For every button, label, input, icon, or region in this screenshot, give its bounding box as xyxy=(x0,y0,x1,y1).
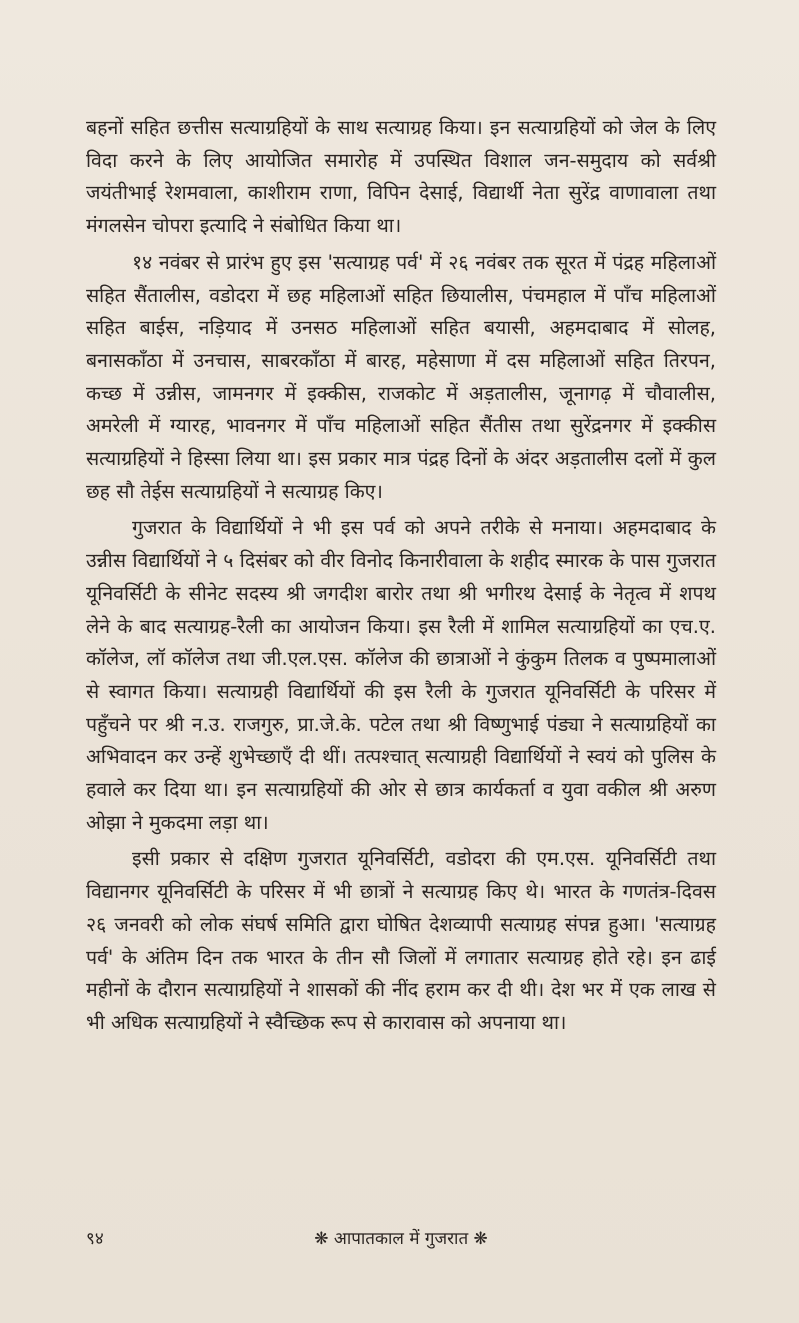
paragraph-universities: इसी प्रकार से दक्षिण गुजरात यूनिवर्सिटी, वडोदरा की एम.एस. यूनिवर्सिटी तथा विद्यानगर यूनिवर्सिटी के परिसर में भी छात्रों ने सत्याग्रह किए थे। भारत के गणतंत्र-दिवस २६ जनवरी को लोक संघर्ष समिति द्वारा घोषित देशव्यापी सत्याग्रह संपन्न हुआ। 'सत्याग्रह पर्व' के अंतिम दिन तक भारत के तीन सौ जिलों में लगातार सत्याग्रह होते रहे। इन ढाई महीनों के दौरान सत्याग्रहियों ने शासकों की नींद हराम कर दी थी। देश भर में एक लाख से भी अधिक सत्याग्रहियों ने स्वैच्छिक रूप से कारावास को अपनाया था। xyxy=(86,847,716,1034)
body-text xyxy=(86,112,716,1040)
paragraph-students: गुजरात के विद्यार्थियों ने भी इस पर्व को अपने तरीके से मनाया। अहमदाबाद के उन्नीस विद्यार्थियों ने ५ दिसंबर को वीर विनोद किनारीवाला के शहीद स्मारक के पास गुजरात यूनिवर्सिटी के सीनेट सदस्य श्री जगदीश बारोर तथा श्री भगीरथ देसाई के नेतृत्व में शपथ लेने के बाद सत्याग्रह-रैली का आयोजन किया। इस रैली में शामिल सत्याग्रहियों का एच.ए. कॉलेज, लॉ कॉलेज तथा जी.एल.एस. कॉलेज की छात्राओं ने कुंकुम तिलक व पुष्पमालाओं से स्वागत किया। सत्याग्रही विद्यार्थियों की इस रैली के गुजरात यूनिवर्सिटी के परिसर में पहुँचने पर श्री न.उ. राजगुरु, प्रा.जे.के. पटेल तथा श्री विष्णुभाई पंड्या ने सत्याग्रहियों का अभिवादन कर उन्हें शुभेच्छाएँ दी थीं। तत्पश्चात् सत्याग्रही विद्यार्थियों ने स्वयं को पुलिस के हवाले कर दिया था। इन सत्याग्रहियों की ओर से छात्र कार्यकर्ता व युवा वकील श्री अरुण ओझा ने मुकदमा लड़ा था। xyxy=(86,516,716,834)
paragraph-continued: बहनों सहित छत्तीस सत्याग्रहियों के साथ सत्याग्रह किया। इन सत्याग्रहियों को जेल के लिए विदा करने के लिए आयोजित समारोह में उपस्थित विशाल जन-समुदाय को सर्वश्री जयंतीभाई रेशमवाला, काशीराम राणा, विपिन देसाई, विद्यार्थी नेता सुरेंद्र वाणावाला तथा मंगलसेन चोपरा इत्यादि ने संबोधित किया था। xyxy=(86,116,716,238)
page-footer xyxy=(86,1226,716,1256)
running-footer-title: ❋ आपातकाल में गुजरात ❋ xyxy=(314,1229,488,1249)
paragraph-satyagraha-parv: १४ नवंबर से प्रारंभ हुए इस 'सत्याग्रह पर्व' में २६ नवंबर तक सूरत में पंद्रह महिलाओं सहित सैंतालीस, वडोदरा में छह महिलाओं सहित छियालीस, पंचमहाल में पाँच महिलाओं सहित बाईस, नड़ियाद में उनसठ महिलाओं सहित बयासी, अहमदाबाद में सोलह, बनासकाँठा में उनचास, साबरकाँठा में बारह, महेसाणा में दस महिलाओं सहित तिरपन, कच्छ में उन्नीस, जामनगर में इक्कीस, राजकोट में अड़तालीस, जूनागढ़ में चौवालीस, अमरेली में ग्यारह, भावनगर में पाँच महिलाओं सहित सैंतीस तथा सुरेंद्रनगर में इक्कीस सत्याग्रहियों ने हिस्सा लिया था। इस प्रकार मात्र पंद्रह दिनों के अंदर अड़तालीस दलों में कुल छह सौ तेईस सत्याग्रहियों ने सत्याग्रह किए। xyxy=(86,250,716,503)
page-number: ९४ xyxy=(86,1229,104,1249)
